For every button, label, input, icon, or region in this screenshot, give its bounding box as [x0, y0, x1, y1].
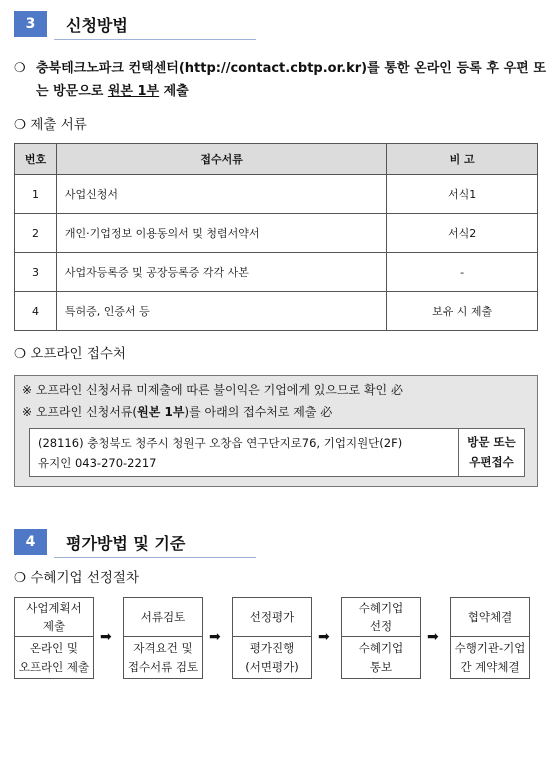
step-desc-line-2: 통보: [369, 659, 393, 674]
step-desc: [451, 637, 529, 678]
step-desc-line-1: 수행기관-기업: [454, 640, 526, 655]
step-title-line-1: 협약체결: [467, 610, 513, 624]
contact-text: 유지인 043-270-2217: [38, 456, 157, 470]
selection-heading: ❍ 수혜기업 선정절차: [14, 570, 140, 586]
table-row: [15, 175, 538, 214]
table-row: [15, 253, 538, 292]
offline-notice-box: [14, 375, 538, 487]
table-header-row: [15, 144, 538, 175]
arrow-right-icon: ➡: [209, 629, 221, 645]
notice-line-2-prefix: ※ 오프라인 신청서류(: [22, 405, 138, 419]
offline-heading: ❍ 오프라인 접수처: [14, 346, 126, 362]
notice-line-2-bold: 원본 1부: [137, 405, 185, 419]
step-title: [124, 598, 202, 637]
step-desc-line-1: 온라인 및: [29, 640, 79, 655]
step-title: [15, 598, 93, 637]
submission-method: [458, 429, 524, 476]
step-desc-line-1: 자격요건 및: [133, 640, 193, 655]
row-document: 특허증, 인증서 등: [56, 292, 386, 331]
col-number-header: 번호: [15, 144, 57, 175]
arrow-right-icon: ➡: [427, 629, 439, 645]
method-text-emphasis: 원본 1부: [107, 84, 160, 99]
section-underline: [54, 39, 256, 40]
submission-method-line-2: 우편접수: [469, 455, 514, 469]
notice-line-1: ※ 오프라인 신청서류 미제출에 따른 불이익은 기업에게 있으므로 확인 必: [22, 383, 403, 397]
step-desc: [342, 637, 420, 678]
flow-step-3: [232, 597, 312, 679]
flow-step-5: [450, 597, 530, 679]
section-number: 4: [14, 529, 47, 555]
address-box: [29, 428, 525, 477]
step-desc-line-2: (서면평가): [245, 659, 299, 674]
application-method-text: [14, 57, 546, 103]
row-note: 서식2: [387, 214, 538, 253]
step-title-line-1: 수혜기업: [358, 601, 404, 615]
method-text-prefix: 충북테크노파크 컨택센터(http://contact.cbtp.or.kr)를 통한 온라인 등록 후 우편 또는 방문으로: [36, 61, 546, 99]
row-document: 개인·기업정보 이용동의서 및 청렴서약서: [56, 214, 386, 253]
section-title: 평가방법 및 기준: [66, 534, 186, 553]
step-desc-line-2: 간 계약체결: [460, 659, 520, 674]
row-document: 사업자등록증 및 공장등록증 각각 사본: [56, 253, 386, 292]
step-title-line-1: 서류검토: [140, 610, 186, 624]
arrow-right-icon: ➡: [100, 629, 112, 645]
step-desc: [124, 637, 202, 678]
bullet-circle-icon: ❍: [14, 61, 26, 76]
step-desc-line-1: 평가진행: [249, 640, 295, 655]
section-4-header: [14, 529, 256, 555]
section-number: 3: [14, 11, 47, 37]
row-note: 서식1: [387, 175, 538, 214]
row-number: 3: [15, 253, 57, 292]
address-text: (28116) 충청북도 청주시 청원구 오창읍 연구단지로76, 기업지원단(2F): [38, 436, 403, 450]
notice-line-2-suffix: )를 아래의 접수처로 제출 必: [184, 405, 333, 419]
step-desc: [233, 637, 311, 678]
step-title-line-2: 선정: [369, 619, 393, 633]
flow-step-1: [14, 597, 94, 679]
address-block: [38, 433, 402, 473]
flow-step-4: [341, 597, 421, 679]
submission-method-line-1: 방문 또는: [467, 435, 516, 449]
step-desc-line-1: 수혜기업: [358, 640, 404, 655]
row-note: 보유 시 제출: [387, 292, 538, 331]
documents-heading: ❍ 제출 서류: [14, 117, 87, 133]
flow-step-2: [123, 597, 203, 679]
row-document: 사업신청서: [56, 175, 386, 214]
step-title-line-1: 선정평가: [249, 610, 295, 624]
row-note: -: [387, 253, 538, 292]
step-title-line-2: 제출: [42, 619, 66, 633]
step-title: [451, 598, 529, 637]
table-row: [15, 214, 538, 253]
col-note-header: 비 고: [387, 144, 538, 175]
step-desc-line-2: 오프라인 제출: [18, 659, 90, 674]
row-number: 4: [15, 292, 57, 331]
row-number: 1: [15, 175, 57, 214]
step-title: [342, 598, 420, 637]
notice-line-2: [22, 403, 332, 421]
section-title: 신청방법: [66, 16, 128, 35]
documents-table: [14, 143, 538, 331]
arrow-right-icon: ➡: [318, 629, 330, 645]
col-document-header: 접수서류: [56, 144, 386, 175]
row-number: 2: [15, 214, 57, 253]
step-title-line-1: 사업계획서: [26, 601, 82, 615]
step-desc-line-2: 접수서류 검토: [127, 659, 199, 674]
section-3-header: [14, 11, 256, 37]
step-title: [233, 598, 311, 637]
step-desc: [15, 637, 93, 678]
section-underline: [54, 557, 256, 558]
table-row: [15, 292, 538, 331]
method-text-suffix: 제출: [159, 84, 189, 99]
